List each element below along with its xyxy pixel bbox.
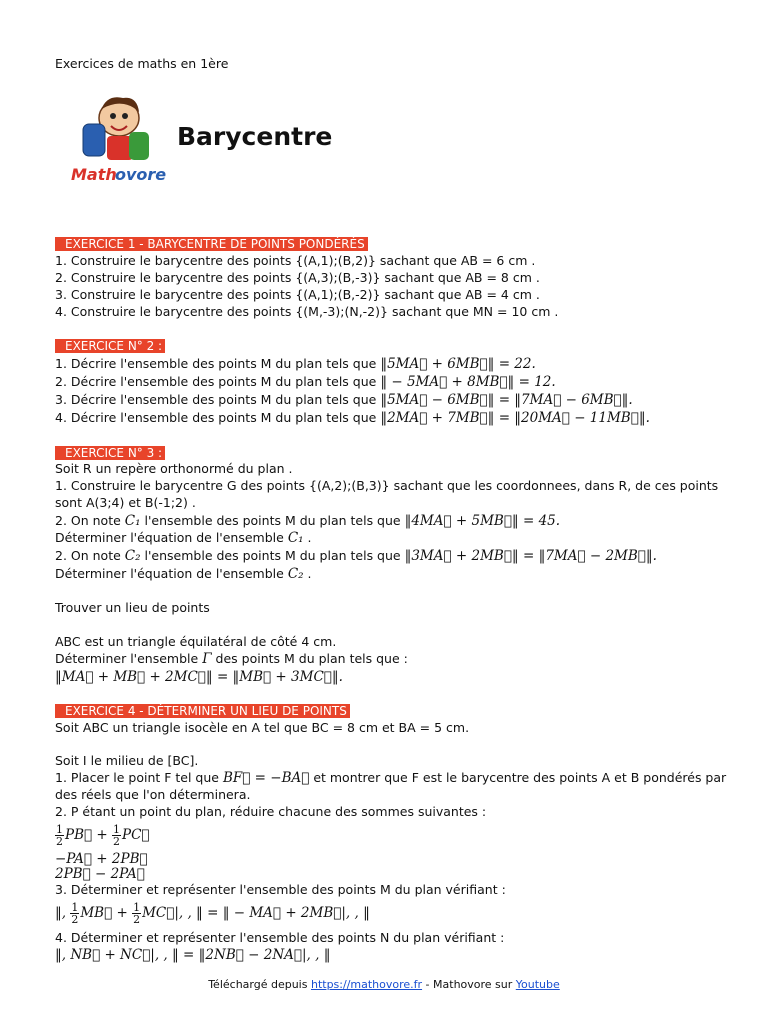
ex4-line-3	[55, 770, 726, 786]
ex4-line-5: 2. P étant un point du plan, réduire chacune des sommes suivantes :	[55, 804, 487, 819]
ex2-item-1	[55, 356, 536, 372]
ex2-item-4	[55, 410, 650, 426]
ex3-line-5	[55, 530, 312, 546]
text: des points M du plan tels que :	[211, 651, 408, 666]
formula: ‖3MA⃗ + 2MB⃗‖ = ‖7MA⃗ − 2MB⃗‖.	[404, 548, 657, 564]
ex4-line-4: des réels que l'on déterminera.	[55, 787, 251, 802]
text: Déterminer l'équation de l'ensemble	[55, 530, 288, 545]
ex2-banner: EXERCICE N° 2 :	[55, 339, 165, 353]
ex3-line-7	[55, 566, 312, 582]
ex1-item-2: 2. Construire le barycentre des points {(A,3);(B,-3)} sachant que AB = 8 cm .	[55, 270, 540, 285]
ex2-banner-row	[55, 338, 165, 354]
text: 2. On note	[55, 513, 125, 528]
lieu-equation: ‖MA⃗ + MB⃗ + 2MC⃗‖ = ‖MB⃗ + 3MC⃗‖.	[55, 669, 343, 685]
ex1-item-1: 1. Construire le barycentre des points {(A,1);(B,2)} sachant que AB = 6 cm .	[55, 253, 536, 268]
ex3-banner-row	[55, 445, 165, 461]
fraction: $\frac{1}{2}$	[133, 901, 141, 926]
ex4-banner-row	[55, 703, 350, 719]
text: 2. On note	[55, 548, 125, 563]
ex2-item-2	[55, 374, 556, 390]
ex1-item-4: 4. Construire le barycentre des points {(M,-3);(N,-2)} sachant que MN = 10 cm .	[55, 304, 559, 319]
ex1-banner-row	[55, 236, 368, 252]
formula: PB⃗ +	[65, 827, 112, 843]
ex3-line-6	[55, 548, 657, 564]
ex2-item-text: 1. Décrire l'ensemble des points M du plan tels que	[55, 356, 381, 371]
ex3-banner: EXERCICE N° 3 :	[55, 446, 165, 460]
text: et montrer que F est le barycentre des points A et B pondérés par	[309, 770, 727, 785]
formula: MB⃗ +	[80, 905, 133, 921]
ex2-item-formula: ‖5MA⃗ − 6MB⃗‖ = ‖7MA⃗ − 6MB⃗‖.	[380, 392, 633, 408]
ex4-line-2: Soit I le milieu de [BC].	[55, 753, 199, 768]
formula: MC⃗|, , ‖ = ‖ − MA⃗ + 2MB⃗|, , ‖	[142, 905, 370, 921]
ex4-equation-4: ‖, NB⃗ + NC⃗|, , ‖ = ‖2NB⃗ − 2NA⃗|, , ‖	[55, 947, 331, 963]
fraction: $\frac{1}{2}$	[113, 823, 120, 848]
formula: C₂	[124, 548, 141, 564]
page-title: Barycentre	[177, 122, 333, 151]
logo-text-math: Math	[71, 165, 117, 184]
text: .	[303, 530, 312, 545]
logo-text-ovore: ovore	[115, 165, 167, 184]
lieu-line-1: ABC est un triangle équilatéral de côté 4 cm.	[55, 634, 337, 649]
ex2-item-text: 4. Décrire l'ensemble des points M du plan tels que	[55, 410, 381, 425]
fraction: $\frac{1}{2}$	[71, 901, 79, 926]
ex3-line-1: Soit R un repère orthonormé du plan .	[55, 461, 293, 476]
ex4-banner: EXERCICE 4 - DÉTERMINER UN LIEU DE POINTS	[55, 704, 350, 718]
text: Déterminer l'ensemble	[55, 651, 203, 666]
ex2-item-3	[55, 392, 633, 408]
youtube-link[interactable]: Youtube	[515, 978, 560, 991]
ex3-line-2: 1. Construire le barycentre G des points {(A,2);(B,3)} sachant que les coordonnees, dans R, de ces points	[55, 478, 719, 493]
ex4-sum-3: 2PB⃗ − 2PA⃗	[55, 866, 145, 882]
text: l'ensemble des points M du plan tels que	[140, 548, 405, 563]
ex1-banner: EXERCICE 1 - BARYCENTRE DE POINTS PONDÉRÉS	[55, 237, 368, 251]
formula: C₁	[124, 513, 141, 529]
ex2-item-formula: ‖2MA⃗ + 7MB⃗‖ = ‖20MA⃗ − 11MB⃗‖.	[380, 410, 650, 426]
formula: C₁	[287, 530, 304, 546]
ex4-sum-1	[55, 822, 150, 848]
text: 1. Placer le point F tel que	[55, 770, 223, 785]
lieu-line-2	[55, 651, 408, 667]
formula: Γ	[202, 651, 212, 667]
ex4-line-6: 3. Déterminer et représenter l'ensemble des points M du plan vérifiant :	[55, 882, 506, 897]
fraction: $\frac{1}{2}$	[56, 823, 63, 848]
mathovore-link[interactable]: https://mathovore.fr	[310, 978, 423, 991]
ex3-line-3: sont A(3;4) et B(-1;2) .	[55, 495, 196, 510]
text: Déterminer l'équation de l'ensemble	[55, 566, 288, 581]
ex1-item-3: 3. Construire le barycentre des points {(A,1);(B,-2)} sachant que AB = 4 cm .	[55, 287, 540, 302]
ex2-item-formula: ‖ − 5MA⃗ + 8MB⃗‖ = 12.	[380, 374, 556, 390]
lieu-title: Trouver un lieu de points	[55, 600, 210, 615]
ex2-item-text: 3. Décrire l'ensemble des points M du plan tels que	[55, 392, 381, 407]
ex2-item-formula: ‖5MA⃗ + 6MB⃗‖ = 22.	[380, 356, 536, 372]
footer-text: Téléchargé depuis	[208, 978, 311, 991]
text: .	[303, 566, 312, 581]
formula: PC⃗	[122, 827, 150, 843]
formula: C₂	[287, 566, 304, 582]
ex2-item-text: 2. Décrire l'ensemble des points M du plan tels que	[55, 374, 381, 389]
formula: BF⃗ = −BA⃗	[222, 770, 310, 786]
ex4-equation-3	[55, 900, 370, 926]
footer-text: - Mathovore sur	[422, 978, 516, 991]
formula: ‖4MA⃗ + 5MB⃗‖ = 45.	[404, 513, 561, 529]
doc-subtitle: Exercices de maths en 1ère	[55, 56, 229, 71]
mathovore-logo	[63, 88, 175, 188]
formula: ‖,	[55, 905, 71, 921]
ex4-sum-2: −PA⃗ + 2PB⃗	[55, 851, 148, 867]
text: l'ensemble des points M du plan tels que	[140, 513, 405, 528]
ex3-line-4	[55, 513, 560, 529]
ex4-line-7: 4. Déterminer et représenter l'ensemble des points N du plan vérifiant :	[55, 930, 505, 945]
ex4-line-1: Soit ABC un triangle isocèle en A tel que BC = 8 cm et BA = 5 cm.	[55, 720, 470, 735]
footer	[0, 978, 768, 991]
